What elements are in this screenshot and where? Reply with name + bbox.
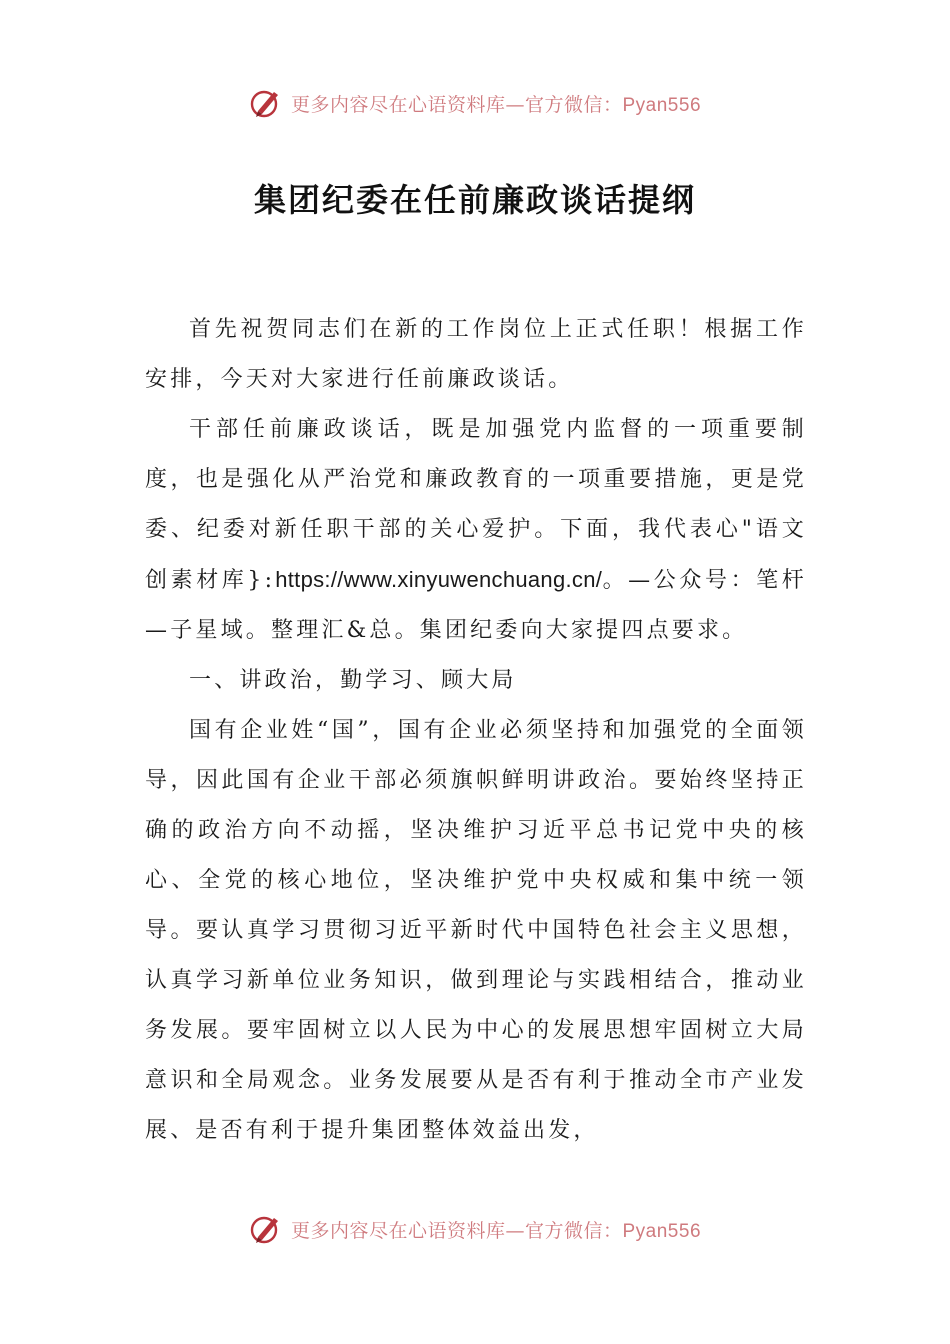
wechat-id: Pyan556 — [622, 94, 702, 116]
paragraph-2-tail: 。—公众号：笔杆—子星域。整理汇&总。集团纪委向大家提四点要求。 — [145, 568, 807, 643]
section-heading-1: 一、讲政治，勤学习、顾大局 — [189, 668, 517, 693]
document-body — [145, 305, 807, 1156]
paragraph-2 — [145, 405, 807, 656]
banner-text: 更多内容尽在心语资料库—官方微信：Pyan556 — [290, 93, 702, 116]
paragraph-3: 国有企业姓“国”，国有企业必须坚持和加强党的全面领导，因此国有企业干部必须旗帜鲜明讲政治。要始终坚持正确的政治方向不动摇，坚决维护习近平总书记党中央的核心、全党的核心地位，坚决维护党中央权威和集中统一领导。要认真学习贯彻习近平新时代中国特色社会主义思想，认真学习新单位业务知识，做到理论与实践相结合，推动业务发展。要牢固树立以人民为中心的发展思想牢固树立大局意识和全局观念。业务发展要从是否有利于推动全市产业发展、是否有利于提升集团整体效益出发， — [145, 718, 807, 1143]
source-url: https://www.xinyuwenchuang.cn/ — [275, 567, 603, 592]
document-title: 集团纪委在任前廉政谈话提纲 — [253, 181, 696, 219]
banner-text: 更多内容尽在心语资料库—官方微信：Pyan556 — [290, 1219, 702, 1242]
paragraph-1: 首先祝贺同志们在新的工作岗位上正式任职！根据工作安排，今天对大家进行任前廉政谈话。 — [145, 317, 807, 392]
pen-logo-icon — [249, 1212, 283, 1246]
wechat-id: Pyan556 — [622, 1220, 702, 1242]
paragraph-2-text: 干部任前廉政谈话，既是加强党内监督的一项重要制度，也是强化从严治党和廉政教育的一项重要措施，更是党委、纪委对新任职干部的关心爱护。下面，我代表心"语文创素材库}: — [145, 417, 807, 593]
header-banner — [0, 83, 950, 123]
footer-banner — [0, 1209, 950, 1249]
pen-logo-icon — [249, 86, 283, 120]
